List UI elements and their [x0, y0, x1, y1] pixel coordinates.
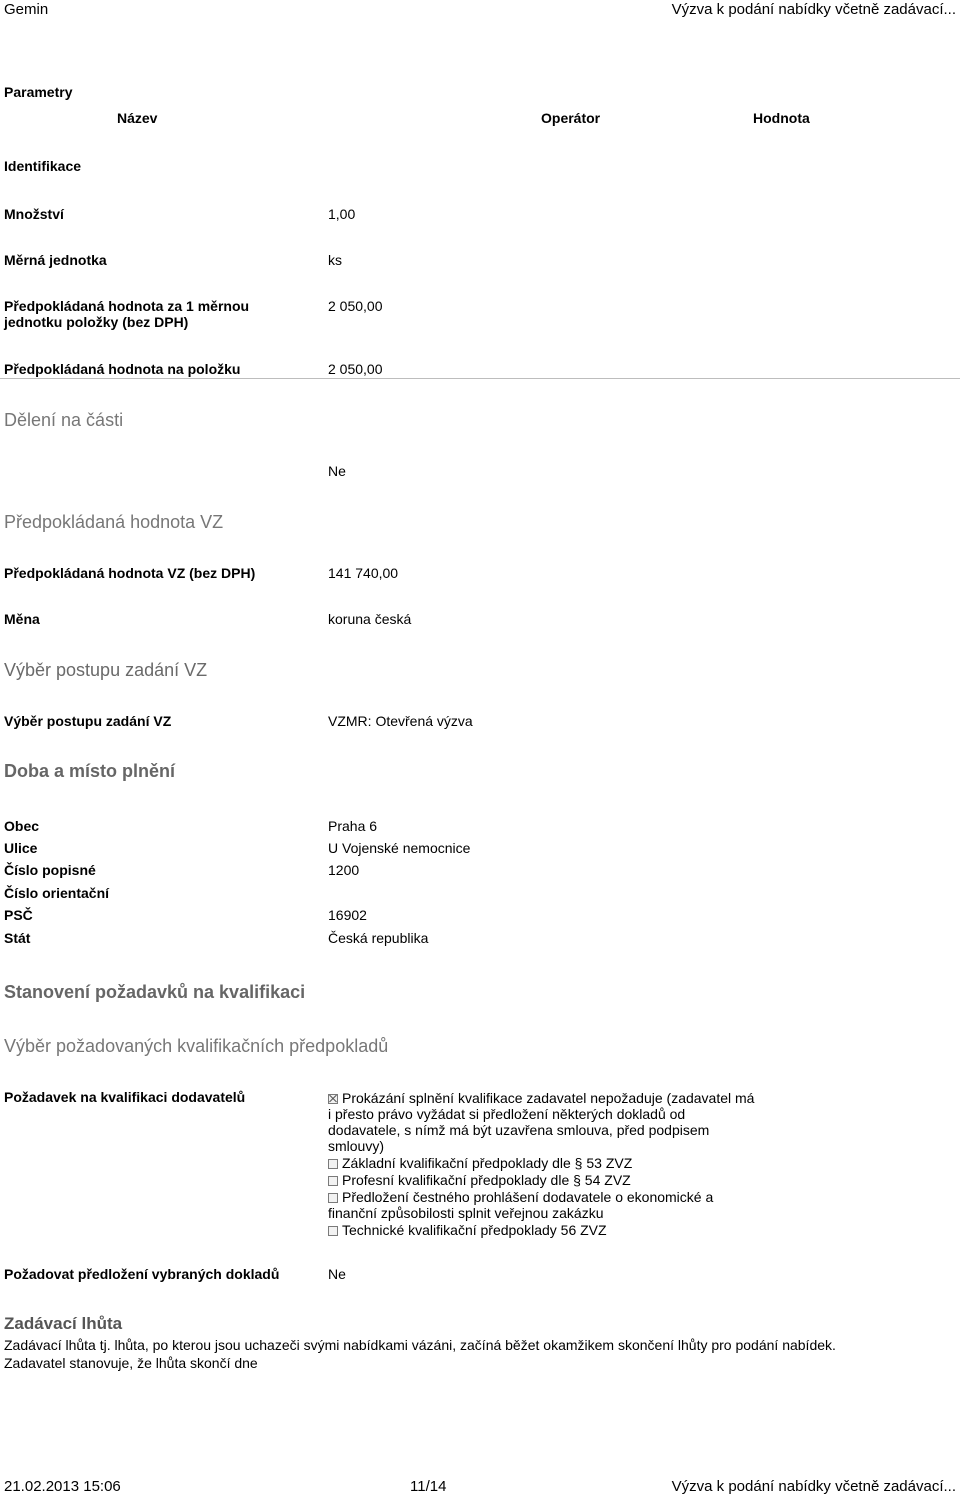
param-value: 1,00: [328, 206, 356, 222]
header-left: Gemin: [4, 1, 49, 18]
footer-datetime: 21.02.2013 15:06: [4, 1478, 121, 1495]
checkbox-icon[interactable]: [328, 1193, 338, 1203]
param-value: 2 050,00: [328, 361, 383, 377]
place-label: Obec: [4, 818, 40, 834]
footer-page-number: 11/14: [410, 1478, 447, 1495]
procedure-title: Výběr postupu zadání VZ: [4, 660, 208, 680]
footer-title: Výzva k podání nabídky včetně zadávací...: [671, 1478, 956, 1495]
param-label: Měrná jednotka: [4, 252, 107, 268]
place-label: Ulice: [4, 840, 38, 856]
header-right: Výzva k podání nabídky včetně zadávací...: [671, 1, 956, 18]
qualification-options: [328, 1090, 758, 1239]
param-value: 2 050,00: [328, 298, 383, 314]
docs-label: Požadovat předložení vybraných dokladů: [4, 1266, 280, 1282]
col-operator: Operátor: [541, 110, 601, 126]
estimated-value-label: Předpokládaná hodnota VZ (bez DPH): [4, 565, 256, 581]
qualification-subtitle: Výběr požadovaných kvalifikačních předpokladů: [4, 1036, 389, 1056]
place-value: 1200: [328, 862, 360, 878]
col-name: Název: [117, 110, 158, 126]
currency-value: koruna česká: [328, 611, 412, 627]
qualification-label: Požadavek na kvalifikaci dodavatelů: [4, 1089, 246, 1105]
checkbox-icon[interactable]: [328, 1226, 338, 1236]
division-title: Dělení na části: [4, 410, 124, 430]
procedure-label: Výběr postupu zadání VZ: [4, 713, 172, 729]
params-title: Parametry: [4, 84, 73, 100]
qualification-option: [328, 1090, 758, 1154]
param-label: Množství: [4, 206, 64, 222]
checkbox-icon[interactable]: [328, 1176, 338, 1186]
place-label: Stát: [4, 930, 31, 946]
place-value: Praha 6: [328, 818, 378, 834]
deadline-title: Zadávací lhůta: [4, 1314, 123, 1333]
qualification-option: [328, 1222, 758, 1238]
qualification-option-text: Předložení čestného prohlášení dodavatele o ekonomické a finanční způsobilosti splnit veřejnou zakázku: [328, 1189, 714, 1221]
qualification-option-text: Profesní kvalifikační předpoklady dle § 54 ZVZ: [342, 1172, 631, 1188]
checkbox-icon[interactable]: [328, 1159, 338, 1169]
param-value: ks: [328, 252, 342, 268]
estimated-value-title: Předpokládaná hodnota VZ: [4, 512, 224, 532]
place-title: Doba a místo plnění: [4, 761, 176, 781]
param-label: Předpokládaná hodnota na položku: [4, 361, 241, 377]
place-label: PSČ: [4, 907, 33, 923]
place-label: Číslo popisné: [4, 862, 96, 878]
place-label: Číslo orientační: [4, 885, 110, 901]
divider: [0, 378, 960, 379]
place-value: U Vojenské nemocnice: [328, 840, 471, 856]
deadline-line: Zadávací lhůta tj. lhůta, po kterou jsou uchazeči svými nabídkami vázáni, začíná běžet okamžikem skončení lhůty pro podání nabídek.: [4, 1337, 836, 1353]
col-value: Hodnota: [753, 110, 810, 126]
place-value: 16902: [328, 907, 367, 923]
qualification-option-text: Základní kvalifikační předpoklady dle § 53 ZVZ: [342, 1155, 633, 1171]
qualification-option: [328, 1172, 758, 1188]
identification-heading: Identifikace: [4, 158, 82, 174]
division-value: Ne: [328, 463, 346, 479]
docs-value: Ne: [328, 1266, 346, 1282]
qualification-option: [328, 1155, 758, 1171]
param-label: Předpokládaná hodnota za 1 měrnou jednotku položky (bez DPH): [4, 298, 250, 330]
deadline-line: Zadavatel stanovuje, že lhůta skončí dne: [4, 1355, 258, 1371]
checkbox-checked-icon[interactable]: [328, 1094, 338, 1104]
qualification-option-text: Technické kvalifikační předpoklady 56 ZVZ: [342, 1222, 607, 1238]
qualification-title: Stanovení požadavků na kvalifikaci: [4, 982, 306, 1002]
qualification-option: [328, 1189, 758, 1221]
qualification-option-text: Prokázání splnění kvalifikace zadavatel nepožaduje (zadavatel má i přesto právo vyžádat si předložení některých dokladů od dodavatele, s nímž má být uzavřena smlouva, před podpisem smlouvy): [328, 1090, 755, 1154]
estimated-value-value: 141 740,00: [328, 565, 399, 581]
currency-label: Měna: [4, 611, 40, 627]
place-value: Česká republika: [328, 930, 429, 946]
procedure-value: VZMR: Otevřená výzva: [328, 713, 473, 729]
